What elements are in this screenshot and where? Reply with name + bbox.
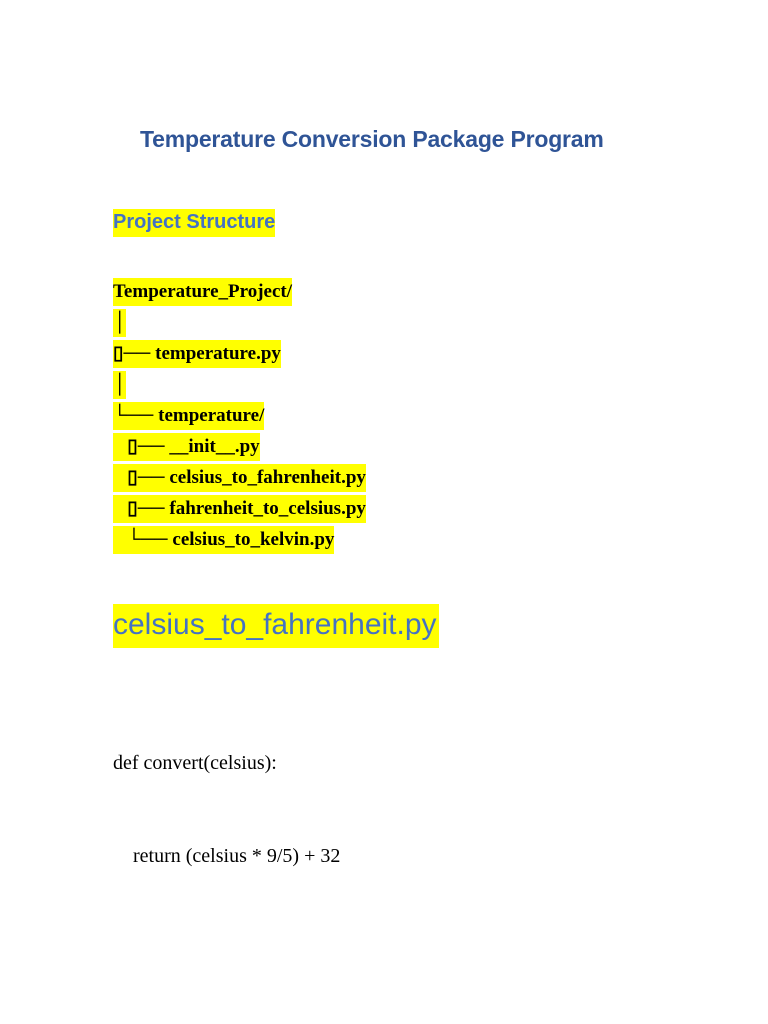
code-block xyxy=(113,686,340,903)
tree-line-text: │ xyxy=(113,309,126,337)
tree-line xyxy=(113,462,366,493)
tree-line xyxy=(113,338,366,369)
file-heading: celsius_to_fahrenheit.py xyxy=(113,604,439,648)
tree-line-text: Temperature_Project/ xyxy=(113,278,292,306)
project-tree xyxy=(113,276,366,555)
tree-line-text: │ xyxy=(113,371,126,399)
tree-line xyxy=(113,493,366,524)
tree-line-text: ▯── celsius_to_fahrenheit.py xyxy=(113,464,366,492)
tree-line xyxy=(113,276,366,307)
tree-line xyxy=(113,307,366,338)
code-line: def convert(celsius): xyxy=(113,752,277,774)
tree-line-text: ▯── temperature.py xyxy=(113,340,281,368)
tree-line-text: ▯── __init__.py xyxy=(113,433,260,461)
page-title: Temperature Conversion Package Program xyxy=(140,126,604,152)
tree-line xyxy=(113,400,366,431)
tree-line-text: └── temperature/ xyxy=(113,402,264,430)
tree-line-text: ▯── fahrenheit_to_celsius.py xyxy=(113,495,366,523)
code-line: return (celsius * 9/5) + 32 xyxy=(113,845,341,867)
tree-line-text: └── celsius_to_kelvin.py xyxy=(113,526,334,554)
tree-line xyxy=(113,369,366,400)
tree-line xyxy=(113,524,366,555)
section-heading-project-structure: Project Structure xyxy=(113,209,275,237)
tree-line xyxy=(113,431,366,462)
